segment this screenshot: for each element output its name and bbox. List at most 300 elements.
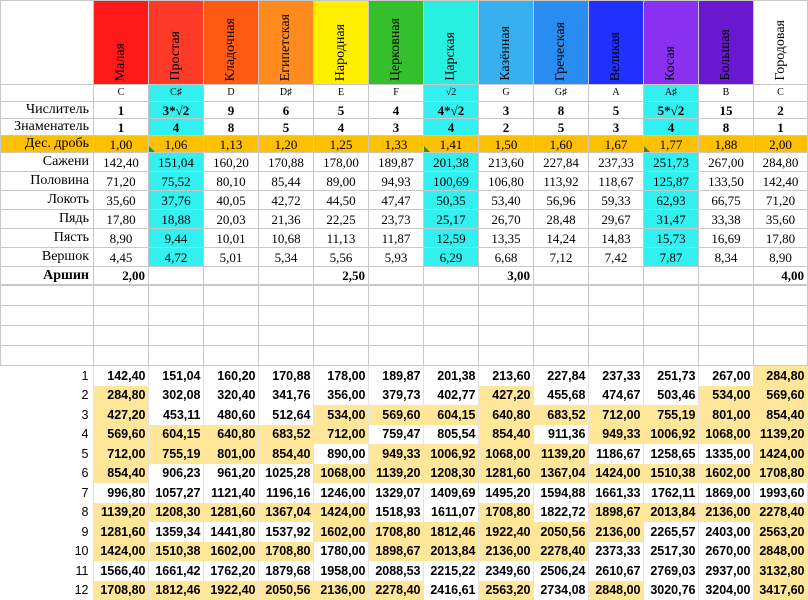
arshin-cell[interactable] bbox=[204, 267, 259, 285]
unit-cell[interactable]: 189,87 bbox=[369, 153, 424, 172]
unit-cell[interactable]: 17,80 bbox=[754, 229, 808, 248]
unit-cell[interactable]: 25,17 bbox=[424, 210, 479, 229]
multiple-cell[interactable]: 1208,30 bbox=[423, 464, 478, 484]
arshin-cell[interactable]: 2,50 bbox=[314, 267, 369, 285]
multiple-cell[interactable]: 569,60 bbox=[93, 425, 148, 445]
empty-cell[interactable] bbox=[479, 286, 534, 306]
empty-cell[interactable] bbox=[204, 306, 259, 326]
multiple-cell[interactable]: 1359,34 bbox=[148, 522, 203, 542]
multiple-cell[interactable]: 1708,80 bbox=[93, 581, 148, 600]
empty-cell[interactable] bbox=[259, 346, 314, 366]
multiple-cell[interactable]: 1812,46 bbox=[423, 522, 478, 542]
dec-cell[interactable]: 1,41 bbox=[424, 136, 479, 153]
den-cell[interactable]: 2 bbox=[479, 119, 534, 136]
unit-cell[interactable]: 142,40 bbox=[754, 172, 808, 191]
multiple-cell[interactable]: 1281,60 bbox=[478, 464, 533, 484]
unit-cell[interactable]: 251,73 bbox=[644, 153, 699, 172]
multiple-cell[interactable]: 1708,80 bbox=[478, 503, 533, 523]
unit-cell[interactable]: 10,01 bbox=[204, 229, 259, 248]
multiple-cell[interactable]: 1068,00 bbox=[478, 444, 533, 464]
unit-cell[interactable]: 267,00 bbox=[699, 153, 754, 172]
multiple-cell[interactable]: 1611,07 bbox=[423, 503, 478, 523]
column-header[interactable] bbox=[644, 1, 699, 85]
unit-cell[interactable]: 5,56 bbox=[314, 248, 369, 267]
multiple-cell[interactable]: 3417,60 bbox=[753, 581, 807, 600]
multiple-cell[interactable]: 512,64 bbox=[258, 405, 313, 425]
multiple-cell[interactable]: 604,15 bbox=[148, 425, 203, 445]
note-cell[interactable]: D bbox=[204, 85, 259, 102]
empty-cell[interactable] bbox=[534, 306, 589, 326]
multiple-cell[interactable]: 251,73 bbox=[643, 366, 698, 386]
multiple-cell[interactable]: 3020,76 bbox=[643, 581, 698, 600]
unit-cell[interactable]: 23,73 bbox=[369, 210, 424, 229]
multiple-cell[interactable]: 1812,46 bbox=[148, 581, 203, 600]
empty-cell[interactable] bbox=[424, 346, 479, 366]
note-cell[interactable]: E bbox=[314, 85, 369, 102]
arshin-cell[interactable] bbox=[259, 267, 314, 285]
dec-cell[interactable]: 1,33 bbox=[369, 136, 424, 153]
multiple-cell[interactable]: 2278,40 bbox=[368, 581, 423, 600]
unit-cell[interactable]: 29,67 bbox=[589, 210, 644, 229]
unit-cell[interactable]: 31,47 bbox=[644, 210, 699, 229]
empty-cell[interactable] bbox=[754, 326, 808, 346]
unit-cell[interactable]: 11,13 bbox=[314, 229, 369, 248]
multiple-cell[interactable]: 755,19 bbox=[643, 405, 698, 425]
empty-cell[interactable] bbox=[1, 326, 94, 346]
empty-cell[interactable] bbox=[149, 326, 204, 346]
unit-cell[interactable]: 5,93 bbox=[369, 248, 424, 267]
multiple-cell[interactable]: 453,11 bbox=[148, 405, 203, 425]
empty-cell[interactable] bbox=[589, 326, 644, 346]
multiple-cell[interactable]: 2769,03 bbox=[643, 561, 698, 581]
empty-cell[interactable] bbox=[94, 346, 149, 366]
unit-cell[interactable]: 170,88 bbox=[259, 153, 314, 172]
empty-cell[interactable] bbox=[589, 286, 644, 306]
multiple-cell[interactable]: 1958,00 bbox=[313, 561, 368, 581]
unit-cell[interactable]: 4,45 bbox=[94, 248, 149, 267]
empty-cell[interactable] bbox=[314, 346, 369, 366]
den-cell[interactable]: 4 bbox=[424, 119, 479, 136]
multiple-cell[interactable]: 178,00 bbox=[313, 366, 368, 386]
multiple-cell[interactable]: 2088,53 bbox=[368, 561, 423, 581]
multiple-cell[interactable]: 1186,67 bbox=[588, 444, 643, 464]
multiple-cell[interactable]: 1993,60 bbox=[753, 483, 807, 503]
multiple-cell[interactable]: 1409,69 bbox=[423, 483, 478, 503]
multiple-cell[interactable]: 503,46 bbox=[643, 386, 698, 406]
empty-cell[interactable] bbox=[1, 346, 94, 366]
unit-cell[interactable]: 42,72 bbox=[259, 191, 314, 210]
empty-cell[interactable] bbox=[699, 346, 754, 366]
arshin-cell[interactable] bbox=[589, 267, 644, 285]
unit-cell[interactable]: 94,93 bbox=[369, 172, 424, 191]
multiple-cell[interactable]: 1208,30 bbox=[148, 503, 203, 523]
multiple-cell[interactable]: 1898,67 bbox=[368, 542, 423, 562]
den-cell[interactable]: 1 bbox=[754, 119, 808, 136]
empty-cell[interactable] bbox=[644, 346, 699, 366]
note-cell[interactable]: C bbox=[754, 85, 808, 102]
note-cell[interactable]: F bbox=[369, 85, 424, 102]
multiple-cell[interactable]: 201,38 bbox=[423, 366, 478, 386]
empty-cell[interactable] bbox=[644, 326, 699, 346]
column-header[interactable] bbox=[699, 1, 754, 85]
unit-cell[interactable]: 151,04 bbox=[149, 153, 204, 172]
multiple-cell[interactable]: 302,08 bbox=[148, 386, 203, 406]
unit-cell[interactable]: 7,12 bbox=[534, 248, 589, 267]
multiple-cell[interactable]: 1281,60 bbox=[203, 503, 258, 523]
multiple-cell[interactable]: 1139,20 bbox=[368, 464, 423, 484]
empty-cell[interactable] bbox=[149, 286, 204, 306]
unit-cell[interactable]: 14,83 bbox=[589, 229, 644, 248]
unit-cell[interactable]: 40,05 bbox=[204, 191, 259, 210]
empty-cell[interactable] bbox=[644, 306, 699, 326]
multiple-cell[interactable]: 906,23 bbox=[148, 464, 203, 484]
den-cell[interactable]: 3 bbox=[369, 119, 424, 136]
empty-cell[interactable] bbox=[754, 346, 808, 366]
multiple-cell[interactable]: 170,88 bbox=[258, 366, 313, 386]
arshin-cell[interactable] bbox=[699, 267, 754, 285]
unit-cell[interactable]: 160,20 bbox=[204, 153, 259, 172]
multiple-cell[interactable]: 2848,00 bbox=[753, 542, 807, 562]
multiple-cell[interactable]: 1762,20 bbox=[203, 561, 258, 581]
multiple-cell[interactable]: 1424,00 bbox=[753, 444, 807, 464]
den-cell[interactable]: 5 bbox=[259, 119, 314, 136]
note-cell[interactable]: √2 bbox=[424, 85, 479, 102]
multiple-cell[interactable]: 640,80 bbox=[203, 425, 258, 445]
empty-cell[interactable] bbox=[699, 306, 754, 326]
num-cell[interactable]: 9 bbox=[204, 102, 259, 119]
empty-cell[interactable] bbox=[589, 346, 644, 366]
num-cell[interactable]: 5*√2 bbox=[644, 102, 699, 119]
multiple-cell[interactable]: 712,00 bbox=[93, 444, 148, 464]
multiple-cell[interactable]: 2136,00 bbox=[698, 503, 753, 523]
den-cell[interactable]: 8 bbox=[204, 119, 259, 136]
unit-cell[interactable]: 21,36 bbox=[259, 210, 314, 229]
empty-cell[interactable] bbox=[369, 306, 424, 326]
multiple-cell[interactable]: 1367,04 bbox=[533, 464, 588, 484]
unit-cell[interactable]: 14,24 bbox=[534, 229, 589, 248]
multiple-cell[interactable]: 237,33 bbox=[588, 366, 643, 386]
multiple-cell[interactable]: 712,00 bbox=[588, 405, 643, 425]
dec-cell[interactable]: 1,60 bbox=[534, 136, 589, 153]
note-cell[interactable]: D♯ bbox=[259, 85, 314, 102]
multiple-cell[interactable]: 569,60 bbox=[368, 405, 423, 425]
multiple-cell[interactable]: 2215,22 bbox=[423, 561, 478, 581]
multiple-cell[interactable]: 1510,38 bbox=[643, 464, 698, 484]
arshin-cell[interactable] bbox=[369, 267, 424, 285]
multiple-cell[interactable]: 1780,00 bbox=[313, 542, 368, 562]
empty-cell[interactable] bbox=[1, 286, 94, 306]
num-cell[interactable]: 8 bbox=[534, 102, 589, 119]
multiple-cell[interactable]: 2403,00 bbox=[698, 522, 753, 542]
unit-cell[interactable]: 10,68 bbox=[259, 229, 314, 248]
dec-cell[interactable]: 1,06 bbox=[149, 136, 204, 153]
multiple-cell[interactable]: 1025,28 bbox=[258, 464, 313, 484]
multiple-cell[interactable]: 267,00 bbox=[698, 366, 753, 386]
multiple-cell[interactable]: 961,20 bbox=[203, 464, 258, 484]
multiple-cell[interactable]: 142,40 bbox=[93, 366, 148, 386]
multiple-cell[interactable]: 801,00 bbox=[203, 444, 258, 464]
arshin-cell[interactable] bbox=[424, 267, 479, 285]
unit-cell[interactable]: 227,84 bbox=[534, 153, 589, 172]
empty-cell[interactable] bbox=[314, 286, 369, 306]
unit-cell[interactable]: 113,92 bbox=[534, 172, 589, 191]
unit-cell[interactable]: 62,93 bbox=[644, 191, 699, 210]
multiple-cell[interactable]: 2610,67 bbox=[588, 561, 643, 581]
empty-cell[interactable] bbox=[424, 286, 479, 306]
dec-cell[interactable]: 1,50 bbox=[479, 136, 534, 153]
multiple-cell[interactable]: 1068,00 bbox=[698, 425, 753, 445]
unit-cell[interactable]: 7,42 bbox=[589, 248, 644, 267]
multiple-cell[interactable]: 1441,80 bbox=[203, 522, 258, 542]
multiple-cell[interactable]: 2937,00 bbox=[698, 561, 753, 581]
empty-cell[interactable] bbox=[479, 346, 534, 366]
multiple-cell[interactable]: 854,40 bbox=[93, 464, 148, 484]
unit-cell[interactable]: 20,03 bbox=[204, 210, 259, 229]
empty-cell[interactable] bbox=[314, 326, 369, 346]
multiple-cell[interactable]: 2349,60 bbox=[478, 561, 533, 581]
arshin-cell[interactable] bbox=[149, 267, 204, 285]
multiple-cell[interactable]: 1335,00 bbox=[698, 444, 753, 464]
multiple-cell[interactable]: 1006,92 bbox=[423, 444, 478, 464]
empty-cell[interactable] bbox=[94, 286, 149, 306]
multiple-cell[interactable]: 854,40 bbox=[753, 405, 807, 425]
unit-cell[interactable]: 16,69 bbox=[699, 229, 754, 248]
empty-cell[interactable] bbox=[149, 306, 204, 326]
multiple-cell[interactable]: 2136,00 bbox=[588, 522, 643, 542]
multiple-cell[interactable]: 1057,27 bbox=[148, 483, 203, 503]
empty-cell[interactable] bbox=[534, 346, 589, 366]
unit-cell[interactable]: 85,44 bbox=[259, 172, 314, 191]
note-cell[interactable]: C♯ bbox=[149, 85, 204, 102]
multiple-cell[interactable]: 640,80 bbox=[478, 405, 533, 425]
multiple-cell[interactable]: 1537,92 bbox=[258, 522, 313, 542]
multiple-cell[interactable]: 1708,80 bbox=[258, 542, 313, 562]
multiple-cell[interactable]: 1594,88 bbox=[533, 483, 588, 503]
unit-cell[interactable]: 8,34 bbox=[699, 248, 754, 267]
multiple-cell[interactable]: 2013,84 bbox=[423, 542, 478, 562]
column-header[interactable] bbox=[534, 1, 589, 85]
column-header[interactable] bbox=[589, 1, 644, 85]
column-header[interactable] bbox=[314, 1, 369, 85]
dec-cell[interactable]: 1,25 bbox=[314, 136, 369, 153]
column-header[interactable] bbox=[259, 1, 314, 85]
multiple-cell[interactable]: 1661,42 bbox=[148, 561, 203, 581]
multiple-cell[interactable]: 151,04 bbox=[148, 366, 203, 386]
multiple-cell[interactable]: 1495,20 bbox=[478, 483, 533, 503]
multiple-cell[interactable]: 2265,57 bbox=[643, 522, 698, 542]
multiple-cell[interactable]: 2136,00 bbox=[313, 581, 368, 600]
unit-cell[interactable]: 18,88 bbox=[149, 210, 204, 229]
note-cell[interactable]: A bbox=[589, 85, 644, 102]
den-cell[interactable]: 4 bbox=[149, 119, 204, 136]
unit-cell[interactable]: 47,47 bbox=[369, 191, 424, 210]
multiple-cell[interactable]: 1708,80 bbox=[368, 522, 423, 542]
unit-cell[interactable]: 5,34 bbox=[259, 248, 314, 267]
dec-cell[interactable]: 1,20 bbox=[259, 136, 314, 153]
empty-cell[interactable] bbox=[204, 346, 259, 366]
unit-cell[interactable]: 37,76 bbox=[149, 191, 204, 210]
multiple-cell[interactable]: 227,84 bbox=[533, 366, 588, 386]
unit-cell[interactable]: 5,01 bbox=[204, 248, 259, 267]
multiple-cell[interactable]: 3132,80 bbox=[753, 561, 807, 581]
column-header[interactable] bbox=[754, 1, 808, 85]
multiple-cell[interactable]: 1281,60 bbox=[93, 522, 148, 542]
multiple-cell[interactable]: 1898,67 bbox=[588, 503, 643, 523]
unit-cell[interactable]: 26,70 bbox=[479, 210, 534, 229]
arshin-cell[interactable] bbox=[534, 267, 589, 285]
empty-cell[interactable] bbox=[699, 286, 754, 306]
unit-cell[interactable]: 284,80 bbox=[754, 153, 808, 172]
unit-cell[interactable]: 80,10 bbox=[204, 172, 259, 191]
multiple-cell[interactable]: 683,52 bbox=[258, 425, 313, 445]
multiple-cell[interactable]: 1006,92 bbox=[643, 425, 698, 445]
num-cell[interactable]: 5 bbox=[314, 102, 369, 119]
unit-cell[interactable]: 33,38 bbox=[699, 210, 754, 229]
multiple-cell[interactable]: 1068,00 bbox=[313, 464, 368, 484]
unit-cell[interactable]: 44,50 bbox=[314, 191, 369, 210]
num-cell[interactable]: 6 bbox=[259, 102, 314, 119]
empty-cell[interactable] bbox=[369, 346, 424, 366]
multiple-cell[interactable]: 1518,93 bbox=[368, 503, 423, 523]
unit-cell[interactable]: 6,68 bbox=[479, 248, 534, 267]
empty-cell[interactable] bbox=[369, 286, 424, 306]
unit-cell[interactable]: 213,60 bbox=[479, 153, 534, 172]
note-cell[interactable]: G bbox=[479, 85, 534, 102]
multiple-cell[interactable]: 2136,00 bbox=[478, 542, 533, 562]
unit-cell[interactable]: 56,96 bbox=[534, 191, 589, 210]
empty-cell[interactable] bbox=[754, 286, 808, 306]
num-cell[interactable]: 2 bbox=[754, 102, 808, 119]
empty-cell[interactable] bbox=[534, 326, 589, 346]
multiple-cell[interactable]: 890,00 bbox=[313, 444, 368, 464]
empty-cell[interactable] bbox=[479, 326, 534, 346]
num-cell[interactable]: 15 bbox=[699, 102, 754, 119]
empty-cell[interactable] bbox=[204, 326, 259, 346]
multiple-cell[interactable]: 189,87 bbox=[368, 366, 423, 386]
multiple-cell[interactable]: 801,00 bbox=[698, 405, 753, 425]
multiple-cell[interactable]: 1196,16 bbox=[258, 483, 313, 503]
empty-cell[interactable] bbox=[259, 286, 314, 306]
multiple-cell[interactable]: 1922,40 bbox=[478, 522, 533, 542]
unit-cell[interactable]: 9,44 bbox=[149, 229, 204, 248]
multiple-cell[interactable]: 604,15 bbox=[423, 405, 478, 425]
multiple-cell[interactable]: 213,60 bbox=[478, 366, 533, 386]
empty-cell[interactable] bbox=[589, 306, 644, 326]
unit-cell[interactable]: 71,20 bbox=[754, 191, 808, 210]
dec-cell[interactable]: 1,00 bbox=[94, 136, 149, 153]
multiple-cell[interactable]: 402,77 bbox=[423, 386, 478, 406]
multiple-cell[interactable]: 805,54 bbox=[423, 425, 478, 445]
unit-cell[interactable]: 237,33 bbox=[589, 153, 644, 172]
multiple-cell[interactable]: 2416,61 bbox=[423, 581, 478, 600]
dec-cell[interactable]: 1,67 bbox=[589, 136, 644, 153]
unit-cell[interactable]: 35,60 bbox=[754, 210, 808, 229]
column-header[interactable] bbox=[94, 1, 149, 85]
multiple-cell[interactable]: 1879,68 bbox=[258, 561, 313, 581]
num-cell[interactable]: 4*√2 bbox=[424, 102, 479, 119]
multiple-cell[interactable]: 2517,30 bbox=[643, 542, 698, 562]
multiple-cell[interactable]: 2278,40 bbox=[533, 542, 588, 562]
empty-cell[interactable] bbox=[534, 286, 589, 306]
multiple-cell[interactable]: 1121,40 bbox=[203, 483, 258, 503]
multiple-cell[interactable]: 474,67 bbox=[588, 386, 643, 406]
unit-cell[interactable]: 142,40 bbox=[94, 153, 149, 172]
unit-cell[interactable]: 53,40 bbox=[479, 191, 534, 210]
num-cell[interactable]: 3 bbox=[479, 102, 534, 119]
empty-cell[interactable] bbox=[94, 306, 149, 326]
den-cell[interactable]: 3 bbox=[589, 119, 644, 136]
multiple-cell[interactable]: 2278,40 bbox=[753, 503, 807, 523]
multiple-cell[interactable]: 949,33 bbox=[368, 444, 423, 464]
column-header[interactable] bbox=[149, 1, 204, 85]
multiple-cell[interactable]: 854,40 bbox=[258, 444, 313, 464]
unit-cell[interactable]: 28,48 bbox=[534, 210, 589, 229]
unit-cell[interactable]: 89,00 bbox=[314, 172, 369, 191]
multiple-cell[interactable]: 284,80 bbox=[753, 366, 807, 386]
multiple-cell[interactable]: 1762,11 bbox=[643, 483, 698, 503]
arshin-cell[interactable]: 2,00 bbox=[94, 267, 149, 285]
multiple-cell[interactable]: 341,76 bbox=[258, 386, 313, 406]
empty-cell[interactable] bbox=[754, 306, 808, 326]
note-cell[interactable]: C bbox=[94, 85, 149, 102]
den-cell[interactable]: 1 bbox=[94, 119, 149, 136]
multiple-cell[interactable]: 480,60 bbox=[203, 405, 258, 425]
note-cell[interactable]: A♯ bbox=[644, 85, 699, 102]
multiple-cell[interactable]: 759,47 bbox=[368, 425, 423, 445]
unit-cell[interactable]: 17,80 bbox=[94, 210, 149, 229]
multiple-cell[interactable]: 2506,24 bbox=[533, 561, 588, 581]
empty-cell[interactable] bbox=[259, 306, 314, 326]
unit-cell[interactable]: 71,20 bbox=[94, 172, 149, 191]
unit-cell[interactable]: 15,73 bbox=[644, 229, 699, 248]
arshin-cell[interactable]: 4,00 bbox=[754, 267, 808, 285]
unit-cell[interactable]: 133,50 bbox=[699, 172, 754, 191]
empty-cell[interactable] bbox=[479, 306, 534, 326]
multiple-cell[interactable]: 3204,00 bbox=[698, 581, 753, 600]
multiple-cell[interactable]: 1139,20 bbox=[93, 503, 148, 523]
multiple-cell[interactable]: 1602,00 bbox=[698, 464, 753, 484]
num-cell[interactable]: 1 bbox=[94, 102, 149, 119]
multiple-cell[interactable]: 1367,04 bbox=[258, 503, 313, 523]
unit-cell[interactable]: 178,00 bbox=[314, 153, 369, 172]
den-cell[interactable]: 4 bbox=[314, 119, 369, 136]
arshin-cell[interactable] bbox=[644, 267, 699, 285]
empty-cell[interactable] bbox=[699, 326, 754, 346]
dec-cell[interactable]: 2,00 bbox=[754, 136, 808, 153]
multiple-cell[interactable]: 683,52 bbox=[533, 405, 588, 425]
multiple-cell[interactable]: 1424,00 bbox=[313, 503, 368, 523]
empty-cell[interactable] bbox=[259, 326, 314, 346]
multiple-cell[interactable]: 1922,40 bbox=[203, 581, 258, 600]
multiple-cell[interactable]: 1602,00 bbox=[313, 522, 368, 542]
multiple-cell[interactable]: 455,68 bbox=[533, 386, 588, 406]
empty-cell[interactable] bbox=[424, 326, 479, 346]
column-header[interactable] bbox=[424, 1, 479, 85]
multiple-cell[interactable]: 1139,20 bbox=[753, 425, 807, 445]
unit-cell[interactable]: 11,87 bbox=[369, 229, 424, 248]
multiple-cell[interactable]: 911,36 bbox=[533, 425, 588, 445]
column-header[interactable] bbox=[369, 1, 424, 85]
empty-cell[interactable] bbox=[149, 346, 204, 366]
unit-cell[interactable]: 8,90 bbox=[754, 248, 808, 267]
multiple-cell[interactable]: 356,00 bbox=[313, 386, 368, 406]
empty-cell[interactable] bbox=[424, 306, 479, 326]
multiple-cell[interactable]: 2563,20 bbox=[753, 522, 807, 542]
unit-cell[interactable]: 106,80 bbox=[479, 172, 534, 191]
multiple-cell[interactable]: 854,40 bbox=[478, 425, 533, 445]
multiple-cell[interactable]: 1258,65 bbox=[643, 444, 698, 464]
column-header[interactable] bbox=[479, 1, 534, 85]
